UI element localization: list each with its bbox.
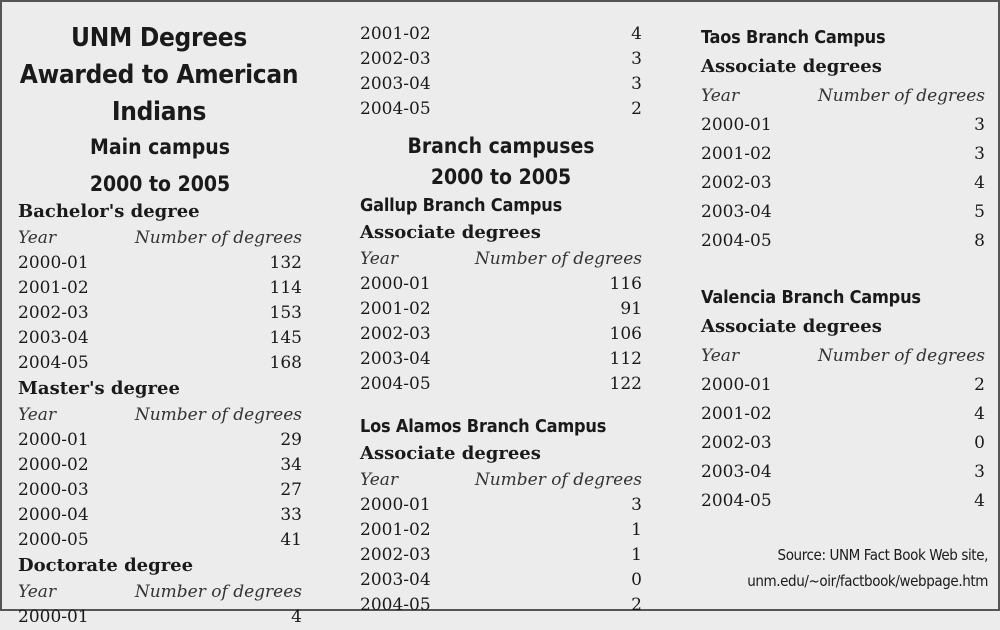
year-header: Year (18, 405, 57, 425)
table-row (701, 111, 985, 140)
branch-range: 2000 to 2005 (430, 165, 572, 189)
source-url: unm.edu/~oir/factbook/webpage.htm (747, 572, 988, 590)
count-cell: 3 (974, 144, 985, 164)
table-row (18, 301, 302, 326)
year-cell: 2003-04 (701, 202, 772, 222)
count-cell: 132 (269, 253, 302, 273)
degree-title: Associate degrees (701, 316, 882, 337)
year-cell: 2003-04 (18, 328, 89, 348)
count-cell: 2 (631, 595, 642, 615)
section-title-doctorate: Doctorate degree (18, 555, 194, 576)
branch-column-2 (701, 24, 985, 516)
branch-column-1 (360, 22, 642, 618)
count-cell: 114 (269, 278, 302, 298)
table-row (360, 593, 642, 618)
main-campus-heading: Main campus (90, 135, 230, 159)
table-row (701, 400, 985, 429)
year-header: Year (360, 470, 399, 490)
count-cell: 3 (974, 462, 985, 482)
count-cell: 27 (280, 480, 302, 500)
section-title-bachelors: Bachelor's degree (18, 201, 200, 222)
count-header: Number of degrees (134, 228, 302, 248)
table-row (18, 528, 302, 553)
year-cell: 2001-02 (360, 24, 431, 44)
table-row (360, 372, 642, 397)
table-header (701, 82, 985, 111)
section-title-masters: Master's degree (18, 378, 180, 399)
year-cell: 2004-05 (360, 374, 431, 394)
table-row (701, 458, 985, 487)
year-cell: 2000-01 (701, 375, 772, 395)
table-row (360, 72, 642, 97)
count-cell: 41 (280, 530, 302, 550)
count-header: Number of degrees (134, 582, 302, 602)
year-cell: 2000-01 (360, 274, 431, 294)
year-cell: 2002-03 (701, 173, 772, 193)
table-row (18, 428, 302, 453)
table-row (360, 272, 642, 297)
count-cell: 8 (974, 231, 985, 251)
count-cell: 0 (631, 570, 642, 590)
count-cell: 91 (620, 299, 642, 319)
table-header (18, 225, 302, 251)
table-row (701, 487, 985, 516)
year-cell: 2000-01 (18, 253, 89, 273)
year-cell: 2004-05 (701, 231, 772, 251)
table-header (360, 246, 642, 272)
degree-title: Associate degrees (360, 222, 541, 243)
count-cell: 34 (280, 455, 302, 475)
year-cell: 2001-02 (701, 144, 772, 164)
year-cell: 2002-03 (18, 303, 89, 323)
table-row (360, 568, 642, 593)
year-cell: 2001-02 (360, 299, 431, 319)
count-cell: 29 (280, 430, 302, 450)
count-cell: 3 (631, 49, 642, 69)
count-cell: 145 (269, 328, 302, 348)
table-row (18, 453, 302, 478)
table-row (360, 322, 642, 347)
table-row (360, 347, 642, 372)
year-cell: 2000-01 (701, 115, 772, 135)
count-cell: 3 (974, 115, 985, 135)
table-row (18, 503, 302, 528)
count-cell: 4 (974, 173, 985, 193)
year-header: Year (18, 582, 57, 602)
degree-title: Associate degrees (360, 443, 541, 464)
table-header (360, 467, 642, 493)
table-row (18, 276, 302, 301)
table-header (701, 342, 985, 371)
year-cell: 2003-04 (360, 349, 431, 369)
count-cell: 4 (974, 491, 985, 511)
main-campus-column (18, 20, 302, 630)
year-cell: 2000-03 (18, 480, 89, 500)
campus-title-taos: Taos Branch Campus (701, 27, 886, 48)
year-cell: 2002-03 (360, 49, 431, 69)
year-header: Year (701, 346, 740, 366)
count-cell: 112 (609, 349, 642, 369)
table-row (360, 493, 642, 518)
year-cell: 2000-01 (18, 607, 89, 627)
table-row (18, 351, 302, 376)
main-campus-range: 2000 to 2005 (89, 172, 231, 196)
year-header: Year (18, 228, 57, 248)
year-cell: 2000-02 (18, 455, 89, 475)
count-cell: 1 (631, 545, 642, 565)
table-row (360, 47, 642, 72)
count-cell: 5 (974, 202, 985, 222)
table-row (701, 429, 985, 458)
table-row (18, 326, 302, 351)
campus-title-valencia: Valencia Branch Campus (701, 287, 921, 308)
year-cell: 2002-03 (360, 324, 431, 344)
count-cell: 3 (631, 74, 642, 94)
year-cell: 2004-05 (360, 595, 431, 615)
year-cell: 2003-04 (701, 462, 772, 482)
table-row (701, 198, 985, 227)
year-cell: 2000-04 (18, 505, 89, 525)
source-line: Source: UNM Fact Book Web site, (777, 546, 988, 564)
page-title: UNM Degrees Awarded to American Indians (19, 23, 299, 127)
count-cell: 116 (609, 274, 642, 294)
year-cell: 2001-02 (701, 404, 772, 424)
year-cell: 2001-02 (18, 278, 89, 298)
year-cell: 2000-01 (360, 495, 431, 515)
count-cell: 122 (609, 374, 642, 394)
year-cell: 2003-04 (360, 74, 431, 94)
year-cell: 2004-05 (701, 491, 772, 511)
table-row (360, 543, 642, 568)
year-cell: 2003-04 (360, 570, 431, 590)
count-cell: 153 (269, 303, 302, 323)
count-cell: 4 (974, 404, 985, 424)
count-cell: 1 (631, 520, 642, 540)
count-cell: 33 (280, 505, 302, 525)
table-row (360, 97, 642, 122)
count-header: Number of degrees (817, 346, 985, 366)
table-row (701, 227, 985, 256)
table-row (18, 478, 302, 503)
count-header: Number of degrees (474, 470, 642, 490)
year-cell: 2002-03 (701, 433, 772, 453)
year-cell: 2002-03 (360, 545, 431, 565)
year-cell: 2000-01 (18, 430, 89, 450)
count-cell: 4 (631, 24, 642, 44)
branch-heading: Branch campuses (407, 134, 595, 158)
table-row (701, 371, 985, 400)
count-header: Number of degrees (817, 86, 985, 106)
source-credit (747, 542, 988, 594)
table-row (18, 605, 302, 630)
count-header: Number of degrees (134, 405, 302, 425)
campus-title-los-alamos: Los Alamos Branch Campus (360, 416, 607, 437)
year-header: Year (701, 86, 740, 106)
year-cell: 2004-05 (18, 353, 89, 373)
degree-title: Associate degrees (701, 56, 882, 77)
count-cell: 3 (631, 495, 642, 515)
count-cell: 106 (609, 324, 642, 344)
table-header (18, 402, 302, 428)
table-row (701, 169, 985, 198)
table-row (701, 140, 985, 169)
year-cell: 2000-05 (18, 530, 89, 550)
count-cell: 168 (269, 353, 302, 373)
year-cell: 2001-02 (360, 520, 431, 540)
year-header: Year (360, 249, 399, 269)
count-cell: 0 (974, 433, 985, 453)
table-row (360, 518, 642, 543)
table-header (18, 579, 302, 605)
table-row (360, 22, 642, 47)
table-row (360, 297, 642, 322)
count-header: Number of degrees (474, 249, 642, 269)
year-cell: 2004-05 (360, 99, 431, 119)
count-cell: 2 (631, 99, 642, 119)
table-row (18, 251, 302, 276)
count-cell: 2 (974, 375, 985, 395)
campus-title-gallup: Gallup Branch Campus (360, 195, 563, 216)
count-cell: 4 (291, 607, 302, 627)
